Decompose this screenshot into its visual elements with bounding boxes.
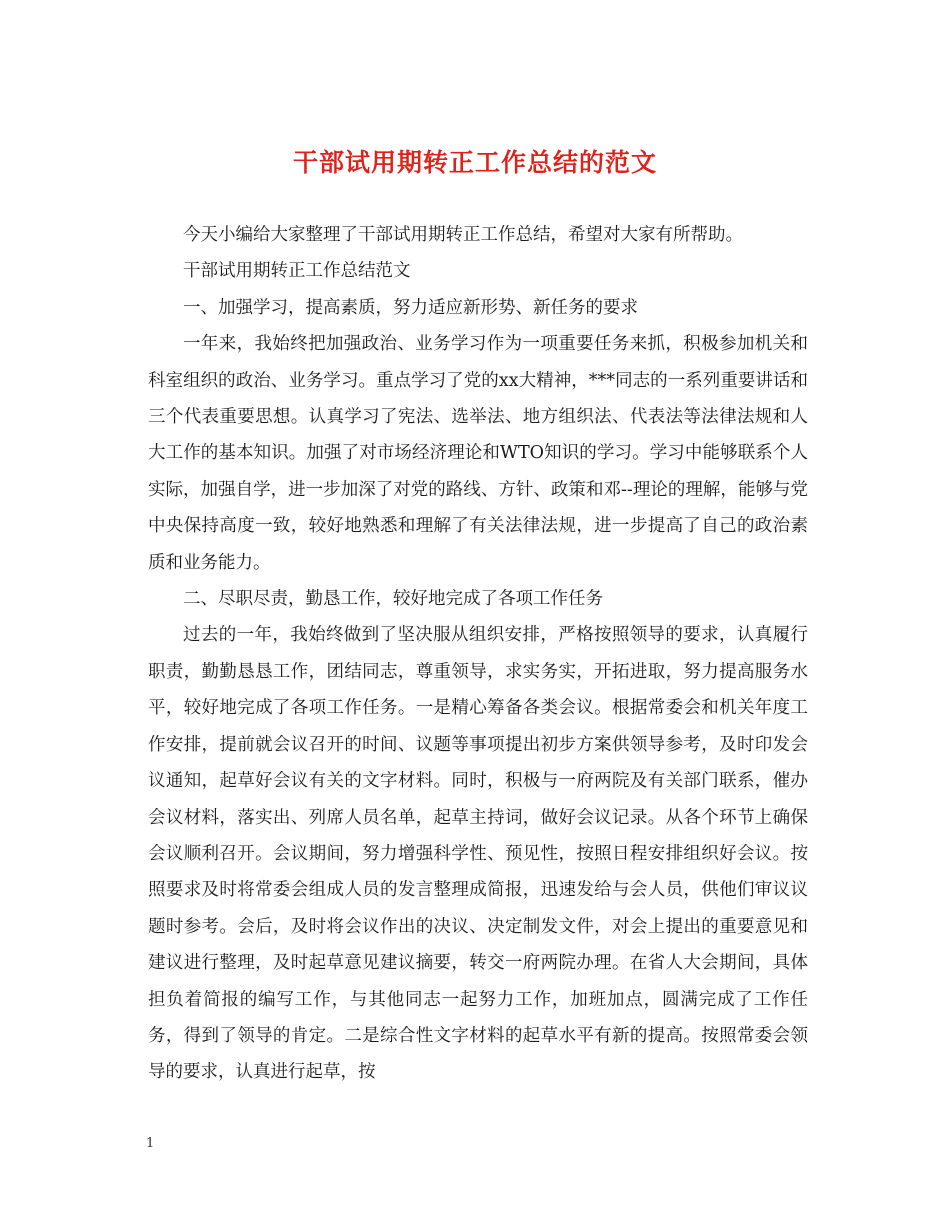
section-heading-2: 二、尽职尽责，勤恳工作，较好地完成了各项工作任务 [183,589,603,610]
subtitle-paragraph: 干部试用期转正工作总结范文 [183,261,411,282]
body-paragraph-2: 过去的一年，我始终做到了坚决服从组织安排，严格按照领导的要求，认真履行职责，勤勤恳恳工作，团结同志，尊重领导，求实务实，开拓进取，努力提高服务水平，较好地完成了各项工作任务。一是精心筹备各类会议。根据常委会和机关年度工作安排，提前就会议召开的时间、议题等事项提出初步方案供领导参考，及时印发会议通知，起草好会议有关的文字材料。同时，积极与一府两院及有关部门联系，催办会议材料，落实出、列席人员名单，起草主持词，做好会议记录。从各个环节上确保会议顺利召开。会议期间，努力增强科学性、预见性，按照日程安排组织好会议。按照要求及时将常委会组成人员的发言整理成简报，迅速发给与会人员，供他们审议议题时参考。会后，及时将会议作出的决议、决定制发文件，对会上提出的重要意见和建议进行整理，及时起草意见建议摘要，转交一府两院办理。在省人大会期间，具体担负着简报的编写工作，与其他同志一起努力工作，加班加点，圆满完成了工作任务，得到了领导的肯定。二是综合性文字材料的起草水平有新的提高。按照常委会领导的要求，认真进行起草，按 [148,625,808,1083]
document-body [148,217,808,1091]
document-title: 干部试用期转正工作总结的范文 [292,148,657,177]
section-heading-1: 一、加强学习，提高素质，努力适应新形势、新任务的要求 [183,297,638,318]
intro-paragraph: 今天小编给大家整理了干部试用期转正工作总结，希望对大家有所帮助。 [183,225,743,245]
page-number: 1 [146,1136,155,1151]
body-paragraph-1: 一年来，我始终把加强政治、业务学习作为一项重要任务来抓，积极参加机关和科室组织的政治、业务学习。重点学习了党的xx大精神，***同志的一系列重要讲话和三个代表重要思想。认真学习了宪法、选举法、地方组织法、代表法等法律法规和人大工作的基本知识。加强了对市场经济理论和WTO知识的学习。学习中能够联系个人实际，加强自学，进一步加深了对党的路线、方针、政策和邓--理论的理解，能够与党中央保持高度一致，较好地熟悉和理解了有关法律法规，进一步提高了自己的政治素质和业务能力。 [148,334,808,573]
